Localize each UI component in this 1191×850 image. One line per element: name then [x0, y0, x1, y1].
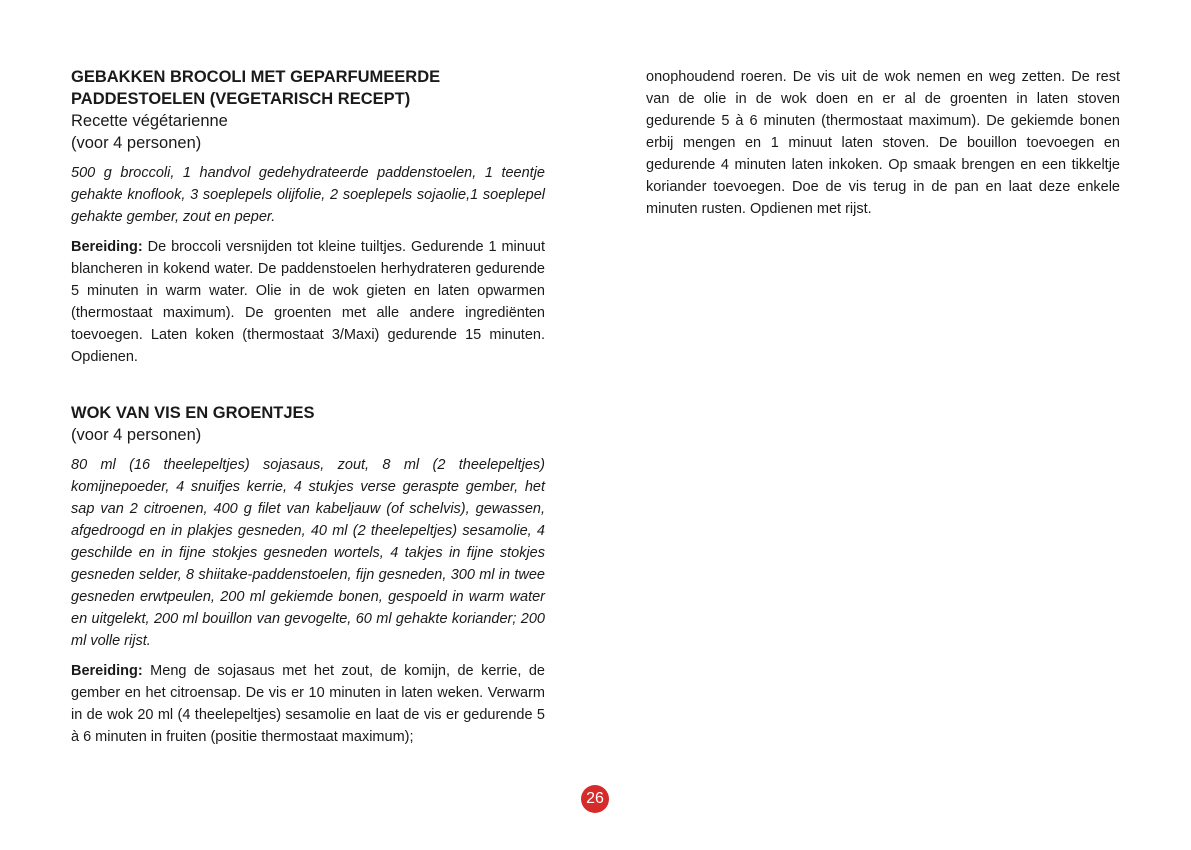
preparation-text: De broccoli versnijden tot kleine tuiltjes. Gedurende 1 minuut blancheren in kokend water. De paddenstoelen herhydrateren gedurende 5 minuten in warm water. Olie in de wok gieten en laten opwarmen (thermostaat maximum). De groenten met alle andere ingrediënten toevoegen. Laten koken (thermostaat 3/Maxi) gedurende 15 minuten. Opdienen. — [71, 239, 545, 365]
preparation — [71, 660, 545, 748]
preparation — [71, 236, 545, 368]
preparation-label: Bereiding: — [71, 239, 143, 255]
recipe-title: WOK VAN VIS EN GROENTJES — [71, 404, 315, 422]
recipe-subtitle: Recette végétarienne — [71, 112, 228, 130]
recipe-title: GEBAKKEN BROCOLI MET GEPARFUMEERDE PADDESTOELEN (VEGETARISCH RECEPT) — [71, 68, 441, 108]
ingredients-list: 500 g broccoli, 1 handvol gedehydrateerde paddenstoelen, 1 teentje gehakte knoflook, 3 soeplepels olijfolie, 2 soeplepels sojaolie,1 soeplepel gehakte gember, zout en peper. — [71, 165, 545, 225]
preparation-label: Bereiding: — [71, 663, 143, 679]
right-column — [646, 66, 1120, 220]
recipe-broccoli — [71, 66, 545, 368]
preparation-text: Meng de sojasaus met het zout, de komijn, de kerrie, de gember en het citroensap. De vis er 10 minuten in laten weken. Verwarm in de wok 20 ml (4 theelepeltjes) sesamolie en laat de vis er gedurende 5 à 6 minuten in fruiten (positie thermostaat maximum); — [71, 663, 545, 745]
left-column — [71, 66, 545, 748]
recipe-servings: (voor 4 personen) — [71, 426, 202, 444]
page-number-badge: 26 — [581, 785, 609, 813]
preparation-continued: onophoudend roeren. De vis uit de wok nemen en weg zetten. De rest van de olie in de wok doen en er al de groenten in laten stoven gedurende 5 à 6 minuten (thermostaat maximum). De gekiemde bonen erbij mengen en 1 minuut laten stoven. De bouillon toevoegen en gedurende 4 minuten laten inkoken. Op smaak brengen en een tikkeltje koriander toevoegen. Doe de vis terug in de pan en laat deze enkele minuten rusten. Opdienen met rijst. — [646, 69, 1120, 217]
recipe-servings: (voor 4 personen) — [71, 134, 202, 152]
ingredients-list: 80 ml (16 theelepeltjes) sojasaus, zout, 8 ml (2 theelepeltjes) komijnepoeder, 4 snuifjes kerrie, 4 stukjes verse geraspte gember, het sap van 2 citroenen, 400 g filet van kabeljauw (of schelvis), gewassen, afgedroogd en in plakjes gesneden, 40 ml (2 theelepeltjes) sesamolie, 4 geschilde en in fijne stokjes gesneden wortels, 4 takjes in fijne stokjes gesneden selder, 8 shiitake-paddenstoelen, fijn gesneden, 300 ml in twee gesneden erwtpeulen, 200 ml gekiemde bonen, gespoeld in warm water en uitgelekt, 200 ml bouillon van gevogelte, 60 ml gehakte koriander; 200 ml volle rijst. — [71, 457, 545, 649]
recipe-fish-wok — [71, 402, 545, 748]
